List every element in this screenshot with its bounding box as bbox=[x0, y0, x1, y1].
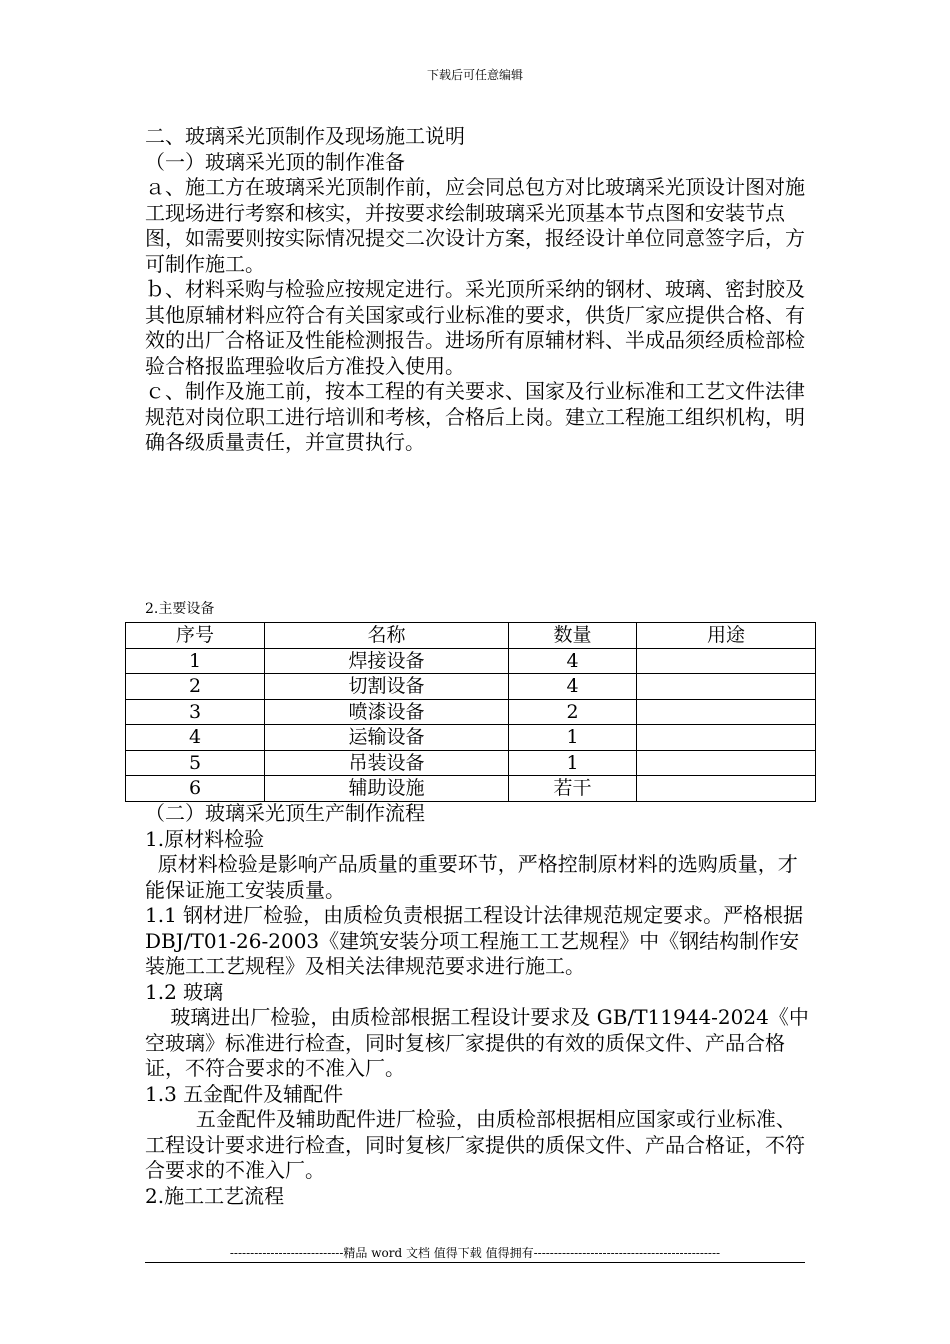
table-row bbox=[126, 674, 816, 700]
cell-name: 喷漆设备 bbox=[265, 699, 509, 725]
header-purpose: 用途 bbox=[637, 623, 816, 649]
cell-index: 3 bbox=[126, 699, 265, 725]
paragraph-raw-material: 原材料检验是影响产品质量的重要环节，严格控制原材料的选购质量，才能保证施工安装质量。 bbox=[145, 852, 798, 902]
cell-purpose bbox=[637, 776, 816, 802]
table-row bbox=[126, 725, 816, 751]
table-row bbox=[126, 699, 816, 725]
header-quantity: 数量 bbox=[509, 623, 637, 649]
table-row bbox=[126, 750, 816, 776]
paragraph-b: ｂ、材料采购与检验应按规定进行。采光顶所采纳的钢材、玻璃、密封胶及其他原辅材料应符合有关国家或行业标准的要求，供货厂家应提供合格、有效的出厂合格证及性能检测报告。进场所有原辅材料、半成品须经质检部检验合格报监理验收后方准投入使用。 bbox=[145, 277, 805, 378]
cell-quantity: 1 bbox=[509, 725, 637, 751]
cell-purpose bbox=[637, 750, 816, 776]
section-title: 二、玻璃采光顶制作及现场施工说明 bbox=[145, 124, 465, 148]
cell-quantity: 2 bbox=[509, 699, 637, 725]
subsection-title: （二）玻璃采光顶生产制作流程 bbox=[145, 801, 425, 825]
paragraph-steel: 1.1 钢材进厂检验，由质检负责根据工程设计法律规范规定要求。严格根据 DBJ/T01-26-2003《建筑安装分项工程施工工艺规程》中《钢结构制作安装施工工艺规程》及相关法律规范要求进行施工。 bbox=[145, 903, 804, 978]
cell-index: 1 bbox=[126, 648, 265, 674]
cell-purpose bbox=[637, 699, 816, 725]
heading-raw-material: 1.原材料检验 bbox=[145, 826, 265, 851]
cell-quantity: 4 bbox=[509, 674, 637, 700]
cell-name: 辅助设施 bbox=[265, 776, 509, 802]
table-header-row bbox=[126, 623, 816, 649]
cell-index: 4 bbox=[126, 725, 265, 751]
paragraph-a: ａ、施工方在玻璃采光顶制作前，应会同总包方对比玻璃采光顶设计图对施工现场进行考察和核实，并按要求绘制玻璃采光顶基本节点图和安装节点图，如需要则按实际情况提交二次设计方案，报经设计单位同意签字后，方可制作施工。 bbox=[145, 175, 805, 276]
table-row bbox=[126, 776, 816, 802]
header-name: 名称 bbox=[265, 623, 509, 649]
footer-divider bbox=[145, 1262, 805, 1263]
cell-quantity: 若干 bbox=[509, 776, 637, 802]
cell-purpose bbox=[637, 725, 816, 751]
cell-quantity: 1 bbox=[509, 750, 637, 776]
header-index: 序号 bbox=[126, 623, 265, 649]
cell-index: 2 bbox=[126, 674, 265, 700]
cell-name: 焊接设备 bbox=[265, 648, 509, 674]
cell-index: 6 bbox=[126, 776, 265, 802]
subsection-title: （一）玻璃采光顶的制作准备 bbox=[145, 149, 405, 174]
paragraph-c: ｃ、制作及施工前，按本工程的有关要求、国家及行业标准和工艺文件法律规范对岗位职工进行培训和考核，合格后上岗。建立工程施工组织机构，明确各级质量责任，并宣贯执行。 bbox=[145, 379, 805, 454]
cell-name: 运输设备 bbox=[265, 725, 509, 751]
cell-purpose bbox=[637, 648, 816, 674]
cell-name: 吊装设备 bbox=[265, 750, 509, 776]
cell-quantity: 4 bbox=[509, 648, 637, 674]
cell-index: 5 bbox=[126, 750, 265, 776]
section-production-flow bbox=[145, 801, 810, 1209]
heading-hardware: 1.3 五金配件及辅配件 bbox=[145, 1081, 344, 1106]
cell-name: 切割设备 bbox=[265, 674, 509, 700]
heading-glass: 1.2 玻璃 bbox=[145, 979, 224, 1004]
heading-process: 2.施工工艺流程 bbox=[145, 1183, 285, 1208]
equipment-table bbox=[125, 622, 816, 802]
table-row bbox=[126, 648, 816, 674]
cell-purpose bbox=[637, 674, 816, 700]
page-header: 下载后可任意编辑 bbox=[426, 68, 523, 82]
page-footer: ----------------------------精品 word 文档 值得下载 值得拥有---------------------------------------------- bbox=[229, 1246, 721, 1260]
equipment-label: 2.主要设备 bbox=[145, 601, 215, 617]
paragraph-hardware: 五金配件及辅助配件进厂检验，由质检部根据相应国家或行业标准、工程设计要求进行检查，同时复核厂家提供的质保文件、产品合格证，不符合要求的不准入厂。 bbox=[145, 1107, 805, 1182]
section-preparation bbox=[145, 124, 810, 456]
paragraph-glass: 玻璃进出厂检验，由质检部根据工程设计要求及 GB/T11944-2024《中空玻璃》标准进行检查，同时复核厂家提供的有效的质保文件、产品合格证，不符合要求的不准入厂。 bbox=[145, 1005, 809, 1080]
